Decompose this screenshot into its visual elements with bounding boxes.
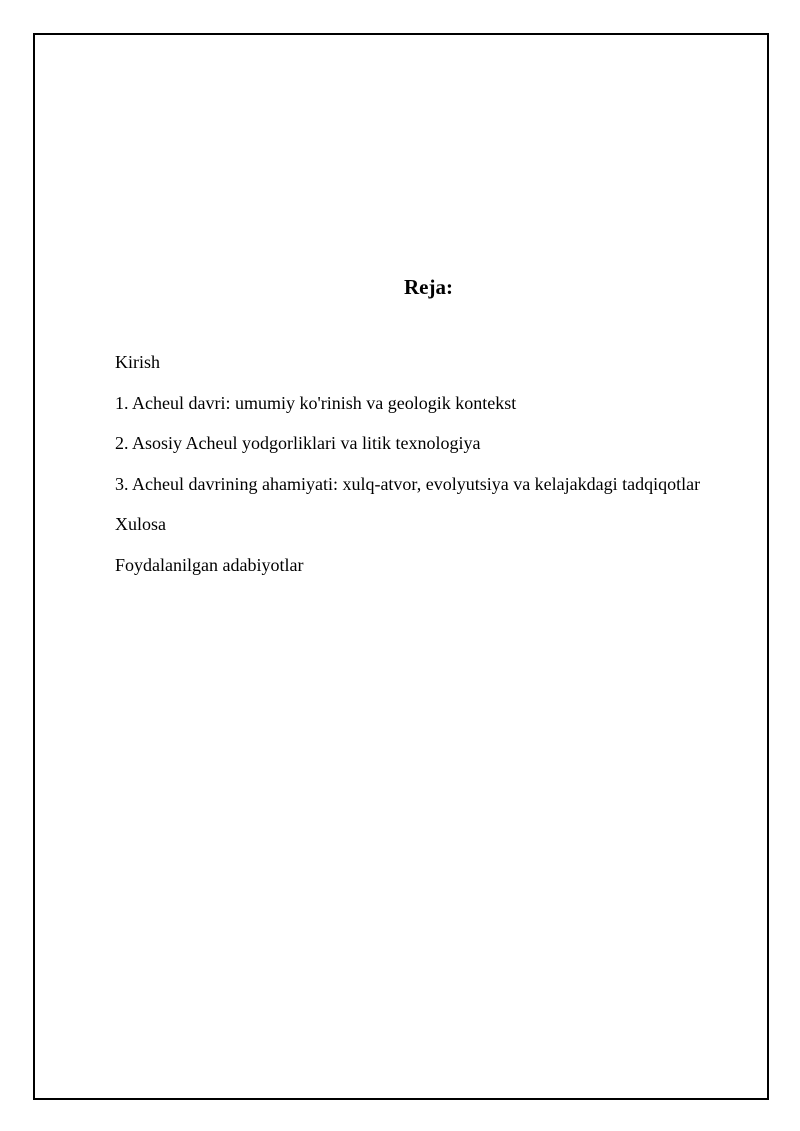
toc-item-conclusion: Xulosa [115,514,166,535]
toc-item-section-1: 1. Acheul davri: umumiy ko'rinish va geologik kontekst [115,392,517,413]
page-title: Reja: [404,275,453,299]
toc-item-introduction: Kirish [115,352,160,372]
toc-item-section-2: 2. Asosiy Acheul yodgorliklari va litik texnologiya [115,433,481,454]
table-of-contents [115,350,700,594]
toc-item-references: Foydalanilgan adabiyotlar [115,554,304,575]
toc-item-section-3: 3. Acheul davrining ahamiyati: xulq-atvor, evolyutsiya va kelajakdagi tadqiqotlar [115,473,701,494]
